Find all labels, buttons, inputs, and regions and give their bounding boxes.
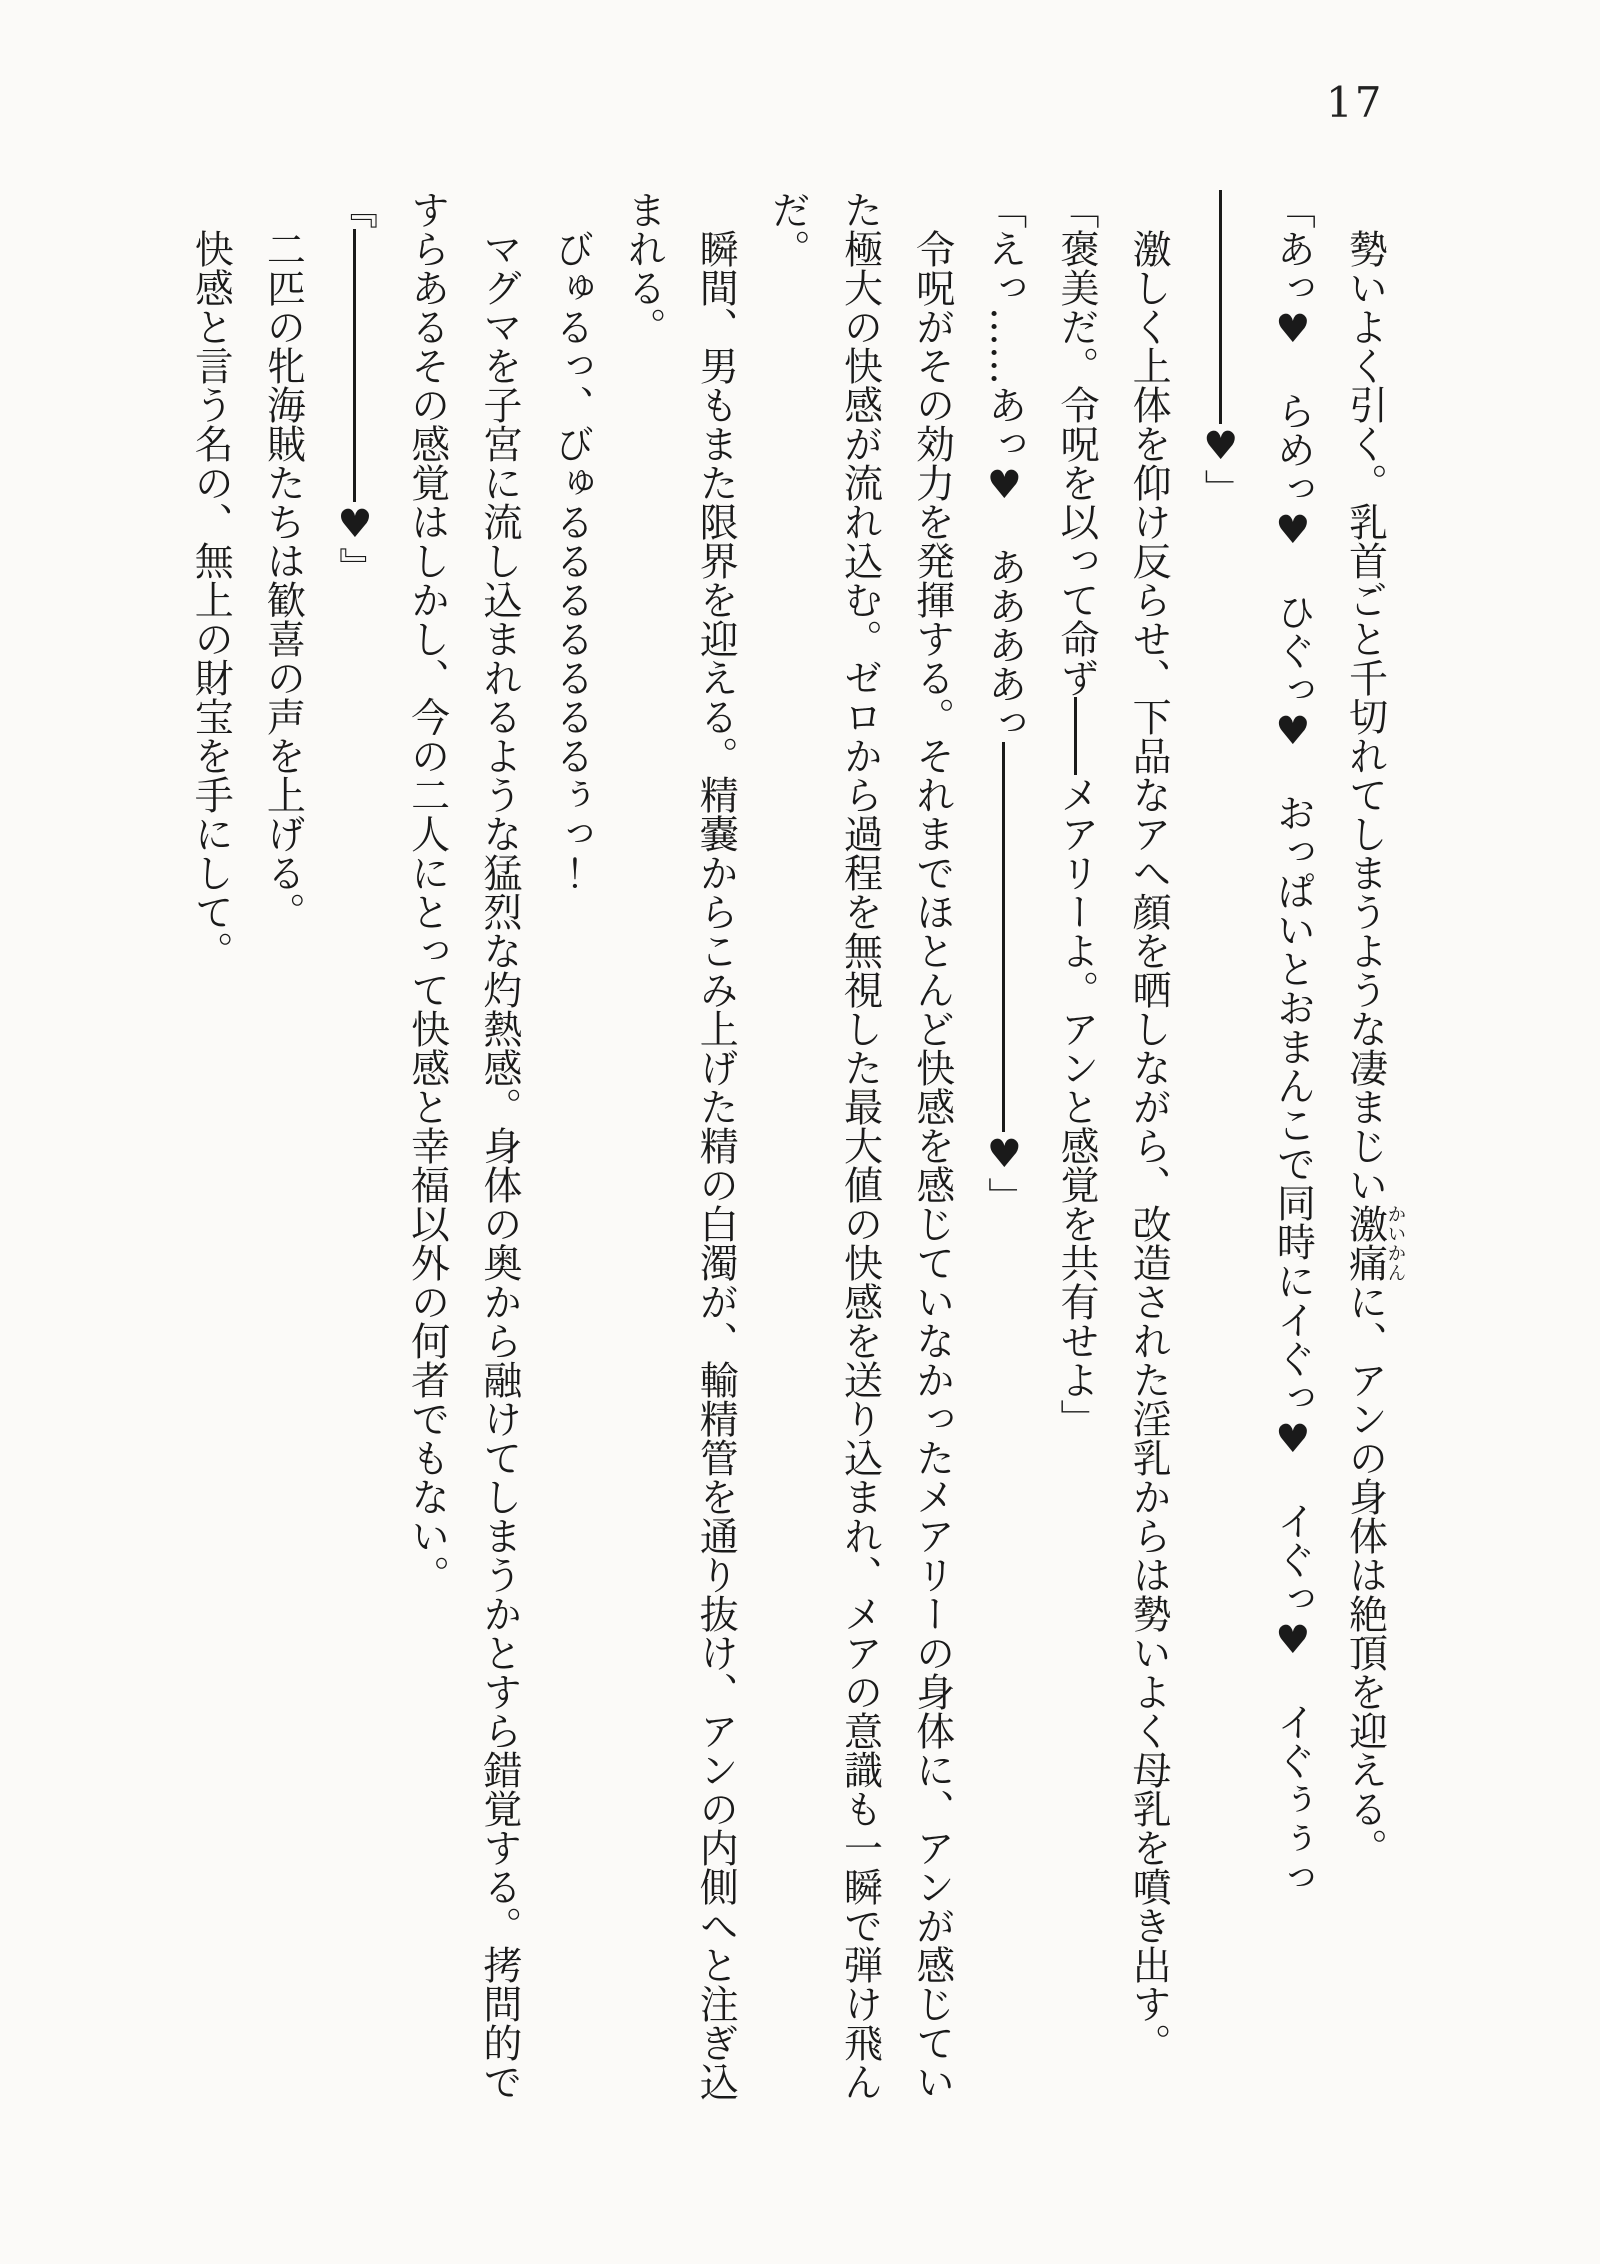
long-dash-rule [335, 229, 374, 502]
ruby-furigana: 激痛かいかん [1342, 1204, 1406, 1282]
paragraph-12: 快感と言う名の、無上の財宝を手にして。 [188, 229, 234, 970]
long-dash-rule [984, 742, 1023, 1132]
paragraph-3: 激しく上体を仰け反らせ、下品なアへ顔を晒しながら、改造された淫乳からは勢いよく母乳を噴き出す。 [1126, 229, 1172, 2062]
paragraph-9: マグマを子宮に流し込まれるような猛烈な灼熱感。身体の奥から融けてしまうかとすら錯覚する。拷問的ですらあるその感覚はしかし、今の二人にとって快感と幸福以外の何者でもない。 [404, 190, 522, 2101]
paragraph-6: 令呪がその効力を発揮する。それまでほとんど快感を感じていなかったメアリーの身体に、アンが感じていた極大の快感が流れ込む。ゼロから過程を無視した最大値の快感を送り込まれ、メアの意識も一瞬で弾け飛んだ。 [765, 190, 955, 2101]
long-dash-rule [1201, 190, 1240, 424]
paragraph-1: 勢いよく引く。乳首ごと千切れてしまうような凄まじい激痛かいかんに、アンの身体は絶頂を迎える。 [1342, 229, 1406, 1867]
paragraph-2-dialogue: 「あっ♥ らめっ♥ ひぐっ♥ おっぱいとおまんこで同時にイぐっ♥ イぐっ♥ イぐぅぅっ♥」 [1198, 190, 1316, 1897]
long-dash-rule [1056, 697, 1095, 775]
paragraph-11: 二匹の牝海賊たちは歓喜の声を上げる。 [260, 229, 306, 931]
paragraph-10-dialogue-simultaneous: 『♥』 [332, 190, 378, 586]
page-number: 17 [1326, 78, 1384, 127]
paragraph-5-dialogue: 「えっ……あっ♥ ああああっ♥」 [981, 190, 1027, 1216]
paragraph-7: 瞬間、男もまた限界を迎える。精嚢からこみ上げた精の白濁が、輸精管を通り抜け、アンの内側へと注ぎ込まれる。 [621, 190, 739, 2101]
vertical-text-block [174, 190, 1405, 2115]
paragraph-8: びゅるっ、びゅるるるるるるるぅっ！ [548, 229, 594, 892]
paragraph-4-dialogue: 「褒美だ。令呪を以って命ずメアリーよ。アンと感覚を共有せよ」 [1053, 190, 1099, 1438]
